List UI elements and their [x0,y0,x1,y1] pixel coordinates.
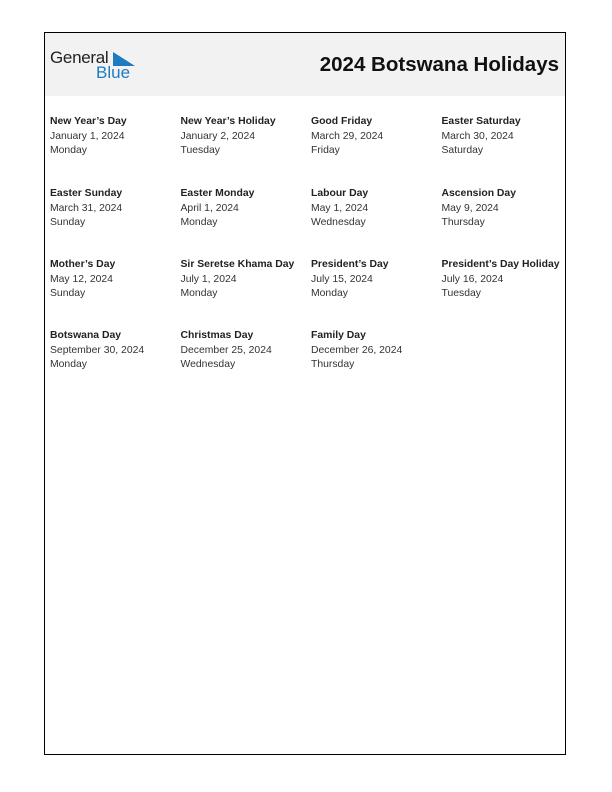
holiday-item [311,115,439,159]
page-title: 2024 Botswana Holidays [319,53,559,76]
holiday-weekday: Monday [311,288,348,299]
holiday-item [311,329,439,373]
holiday-weekday: Monday [180,288,218,299]
holiday-weekday: Monday [180,217,218,228]
page-header [45,33,565,96]
holiday-name: New Year’s Day [50,116,127,127]
holiday-weekday: Sunday [50,217,86,228]
holiday-item [181,329,309,373]
holiday-name: Mother’s Day [50,259,116,270]
holiday-name: Easter Monday [180,188,255,199]
holiday-name: Sir Seretse Khama Day [180,259,295,270]
holiday-name: Ascension Day [441,188,516,199]
holiday-item [50,187,178,231]
logo-text-blue: Blue [96,63,131,82]
holiday-weekday: Wednesday [311,217,366,228]
holiday-date: July 15, 2024 [311,273,373,285]
holiday-weekday: Wednesday [180,359,236,370]
holiday-name: Easter Sunday [50,188,123,199]
holiday-item [442,258,570,302]
holiday-date: May 1, 2024 [311,202,369,214]
holiday-item [181,115,309,159]
logo-text-general: General [50,48,109,67]
holiday-name: Christmas Day [180,330,254,341]
holiday-item [50,329,178,373]
holiday-name: Botswana Day [50,330,122,341]
holiday-date: March 30, 2024 [441,130,514,142]
holiday-date: March 31, 2024 [50,202,123,214]
holiday-date: May 9, 2024 [441,202,499,214]
holiday-name: President’s Day [311,259,389,270]
holiday-weekday: Thursday [441,217,485,228]
holiday-date: January 1, 2024 [50,130,125,142]
holiday-name: Good Friday [311,116,373,127]
holiday-item [442,187,570,231]
holiday-date: May 12, 2024 [50,273,113,285]
holiday-name: New Year’s Holiday [180,116,276,127]
holiday-date: July 16, 2024 [441,273,504,285]
holiday-weekday: Tuesday [441,288,481,299]
holiday-item [311,187,439,231]
holiday-name: Labour Day [311,188,369,199]
holiday-date: December 25, 2024 [180,344,272,356]
holiday-item [442,115,570,159]
holiday-weekday: Saturday [441,145,484,156]
holiday-item [50,258,178,302]
holiday-name: President’s Day Holiday [441,259,560,270]
holiday-item [181,258,309,302]
calendar-page [44,32,566,755]
holiday-date: January 2, 2024 [180,130,256,142]
holiday-date: December 26, 2024 [311,344,403,356]
holiday-weekday: Friday [311,145,340,156]
holiday-item [50,115,178,159]
holiday-date: September 30, 2024 [50,344,145,356]
holiday-name: Easter Saturday [441,116,521,127]
holiday-date: March 29, 2024 [311,130,384,142]
holiday-weekday: Tuesday [180,145,220,156]
holiday-weekday: Thursday [311,359,355,370]
holiday-weekday: Monday [50,145,87,156]
holiday-date: July 1, 2024 [180,273,237,285]
holiday-date: April 1, 2024 [180,202,239,214]
holiday-name: Family Day [311,330,366,341]
holiday-item [181,187,309,231]
holiday-weekday: Sunday [50,288,86,299]
holiday-item [311,258,439,302]
generalblue-logo [50,49,140,83]
holiday-weekday: Monday [50,359,87,370]
